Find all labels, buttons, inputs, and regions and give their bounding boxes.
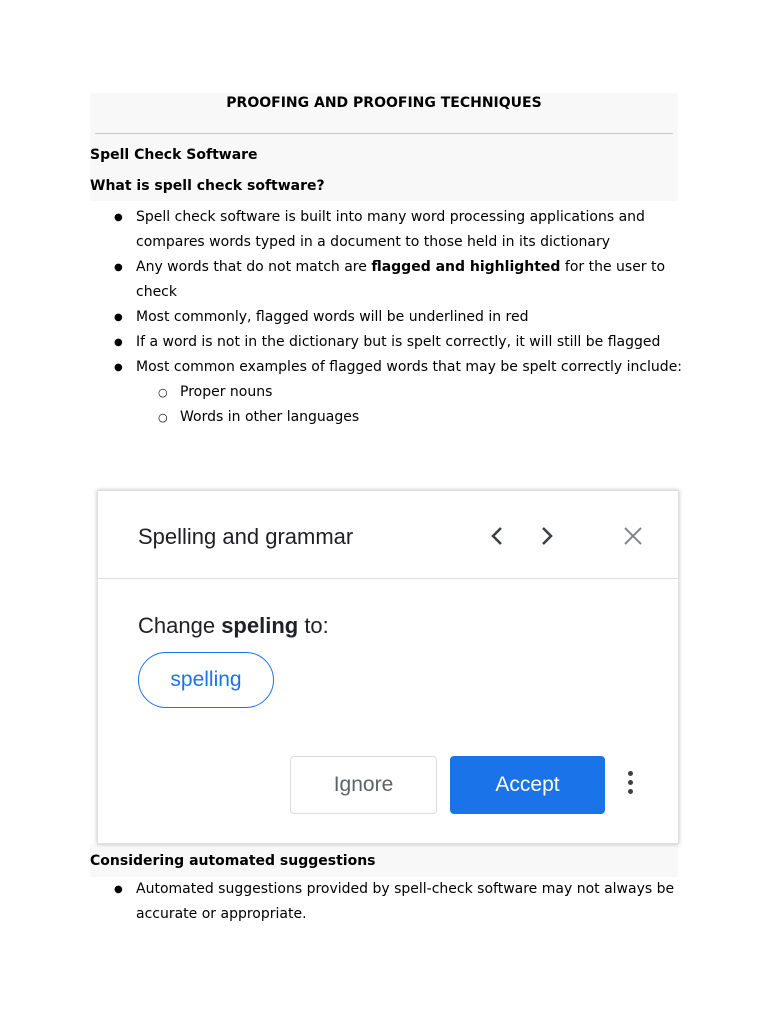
list-item: ● Spell check software is built into many word processing applications and compares words typed in a document to those held in its dictionary	[114, 205, 684, 255]
spelling-grammar-dialog	[97, 490, 679, 844]
question-heading: What is spell check software?	[90, 178, 325, 194]
chevron-right-icon[interactable]	[532, 521, 562, 551]
title-divider	[95, 133, 673, 134]
bullet-list	[114, 877, 684, 927]
suggestion-chip[interactable]: spelling	[138, 652, 274, 708]
sub-bullet-list	[136, 380, 684, 430]
section-heading: Spell Check Software	[90, 147, 258, 163]
chevron-left-icon[interactable]	[482, 521, 512, 551]
list-item: ● Most commonly, flagged words will be underlined in red	[114, 305, 684, 330]
ignore-button[interactable]: Ignore	[290, 756, 437, 814]
list-item: ● Most common examples of flagged words that may be spelt correctly include: ○ Proper nouns ○ Words in other languages	[114, 355, 684, 430]
list-item: ● If a word is not in the dictionary but is spelt correctly, it will still be flagged	[114, 330, 684, 355]
list-item: ● Automated suggestions provided by spell-check software may not always be accurate or appropriate.	[114, 877, 684, 927]
section-heading: Considering automated suggestions	[90, 853, 376, 869]
flagged-word: speling	[221, 613, 299, 638]
close-icon[interactable]	[618, 521, 648, 551]
accept-button[interactable]: Accept	[450, 756, 605, 814]
more-vertical-icon[interactable]	[622, 769, 638, 801]
sub-list-item: ○ Proper nouns	[158, 380, 684, 405]
sub-list-item: ○ Words in other languages	[158, 405, 684, 430]
dialog-divider	[98, 578, 678, 579]
list-item: ● Any words that do not match are flagged and highlighted for the user to check	[114, 255, 684, 305]
change-prompt: Change speling to:	[138, 613, 329, 638]
dialog-title: Spelling and grammar	[138, 524, 354, 549]
page-title: PROOFING AND PROOFING TECHNIQUES	[226, 95, 542, 111]
bullet-list	[114, 205, 684, 430]
